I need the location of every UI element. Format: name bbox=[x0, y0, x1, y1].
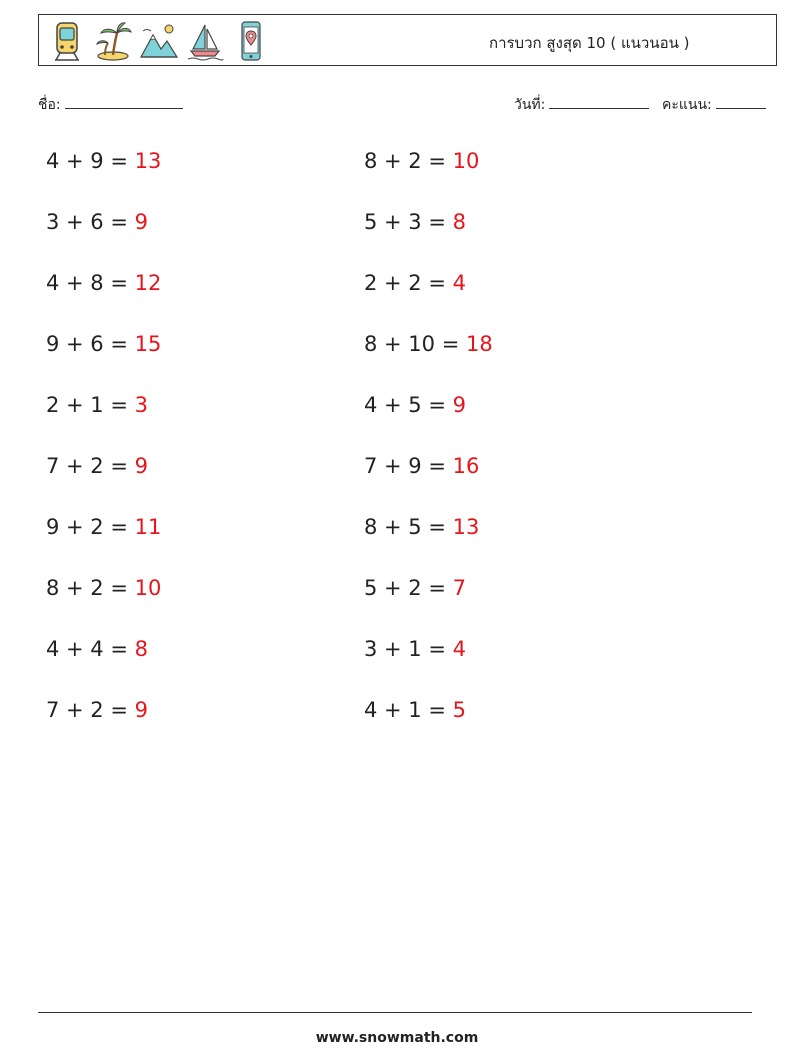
problem-question: 5 + 2 = bbox=[364, 576, 453, 600]
problem-right-2 bbox=[364, 210, 466, 234]
name-field bbox=[38, 94, 183, 116]
problem-right-1 bbox=[364, 149, 479, 173]
score-field bbox=[662, 94, 766, 116]
phone-location-icon bbox=[231, 19, 271, 63]
problem-answer: 7 bbox=[452, 576, 466, 600]
problem-question: 4 + 5 = bbox=[364, 393, 453, 417]
problem-question: 8 + 5 = bbox=[364, 515, 453, 539]
problem-answer: 11 bbox=[134, 515, 162, 539]
problem-question: 5 + 3 = bbox=[364, 210, 453, 234]
problem-answer: 8 bbox=[134, 637, 148, 661]
problem-right-10 bbox=[364, 698, 466, 722]
worksheet-title: การบวก สูงสุด 10 ( แนวนอน ) bbox=[489, 34, 690, 52]
problem-answer: 15 bbox=[134, 332, 162, 356]
problem-answer: 12 bbox=[134, 271, 162, 295]
problem-question: 4 + 1 = bbox=[364, 698, 453, 722]
problem-question: 8 + 10 = bbox=[364, 332, 466, 356]
problem-question: 7 + 2 = bbox=[46, 698, 135, 722]
date-label: วันที่: bbox=[514, 97, 546, 113]
problem-answer: 9 bbox=[134, 454, 148, 478]
problem-right-3 bbox=[364, 271, 466, 295]
problem-question: 9 + 6 = bbox=[46, 332, 135, 356]
problem-answer: 18 bbox=[465, 332, 493, 356]
problem-question: 4 + 9 = bbox=[46, 149, 135, 173]
problem-left-4 bbox=[46, 332, 161, 356]
problem-answer: 9 bbox=[452, 393, 466, 417]
name-label: ชื่อ: bbox=[38, 97, 61, 113]
footer-divider bbox=[38, 1012, 752, 1013]
problem-right-4 bbox=[364, 332, 493, 356]
problem-left-5 bbox=[46, 393, 148, 417]
problem-left-1 bbox=[46, 149, 161, 173]
problem-answer: 8 bbox=[452, 210, 466, 234]
problem-answer: 10 bbox=[452, 149, 480, 173]
problem-right-7 bbox=[364, 515, 479, 539]
problem-left-7 bbox=[46, 515, 161, 539]
date-blank-line bbox=[549, 94, 649, 109]
problem-question: 9 + 2 = bbox=[46, 515, 135, 539]
sailboat-icon bbox=[185, 19, 225, 63]
problem-question: 2 + 1 = bbox=[46, 393, 135, 417]
problem-right-8 bbox=[364, 576, 466, 600]
problem-left-2 bbox=[46, 210, 148, 234]
problem-answer: 9 bbox=[134, 210, 148, 234]
problem-question: 7 + 9 = bbox=[364, 454, 453, 478]
header-icons bbox=[47, 19, 271, 63]
problem-answer: 4 bbox=[452, 271, 466, 295]
problem-question: 3 + 1 = bbox=[364, 637, 453, 661]
problem-answer: 13 bbox=[134, 149, 162, 173]
problem-left-9 bbox=[46, 637, 148, 661]
name-blank-line bbox=[65, 94, 183, 109]
problem-answer: 10 bbox=[134, 576, 162, 600]
train-icon bbox=[47, 19, 87, 63]
palm-island-icon bbox=[93, 19, 133, 63]
problem-left-8 bbox=[46, 576, 161, 600]
problem-question: 8 + 2 = bbox=[364, 149, 453, 173]
problem-answer: 5 bbox=[452, 698, 466, 722]
problem-question: 8 + 2 = bbox=[46, 576, 135, 600]
problem-left-10 bbox=[46, 698, 148, 722]
problem-answer: 16 bbox=[452, 454, 480, 478]
problem-right-6 bbox=[364, 454, 479, 478]
problem-left-3 bbox=[46, 271, 161, 295]
problem-answer: 3 bbox=[134, 393, 148, 417]
score-blank-line bbox=[716, 94, 766, 109]
problem-question: 2 + 2 = bbox=[364, 271, 453, 295]
problem-left-6 bbox=[46, 454, 148, 478]
problem-right-5 bbox=[364, 393, 466, 417]
problem-question: 4 + 4 = bbox=[46, 637, 135, 661]
problem-question: 7 + 2 = bbox=[46, 454, 135, 478]
mountains-icon bbox=[139, 19, 179, 63]
problem-question: 3 + 6 = bbox=[46, 210, 135, 234]
problem-answer: 9 bbox=[134, 698, 148, 722]
problem-right-9 bbox=[364, 637, 466, 661]
problem-answer: 4 bbox=[452, 637, 466, 661]
problem-answer: 13 bbox=[452, 515, 480, 539]
footer-url: www.snowmath.com bbox=[315, 1030, 479, 1046]
problem-question: 4 + 8 = bbox=[46, 271, 135, 295]
score-label: คะแนน: bbox=[662, 97, 712, 113]
date-field bbox=[514, 94, 649, 116]
worksheet-header bbox=[38, 14, 777, 66]
